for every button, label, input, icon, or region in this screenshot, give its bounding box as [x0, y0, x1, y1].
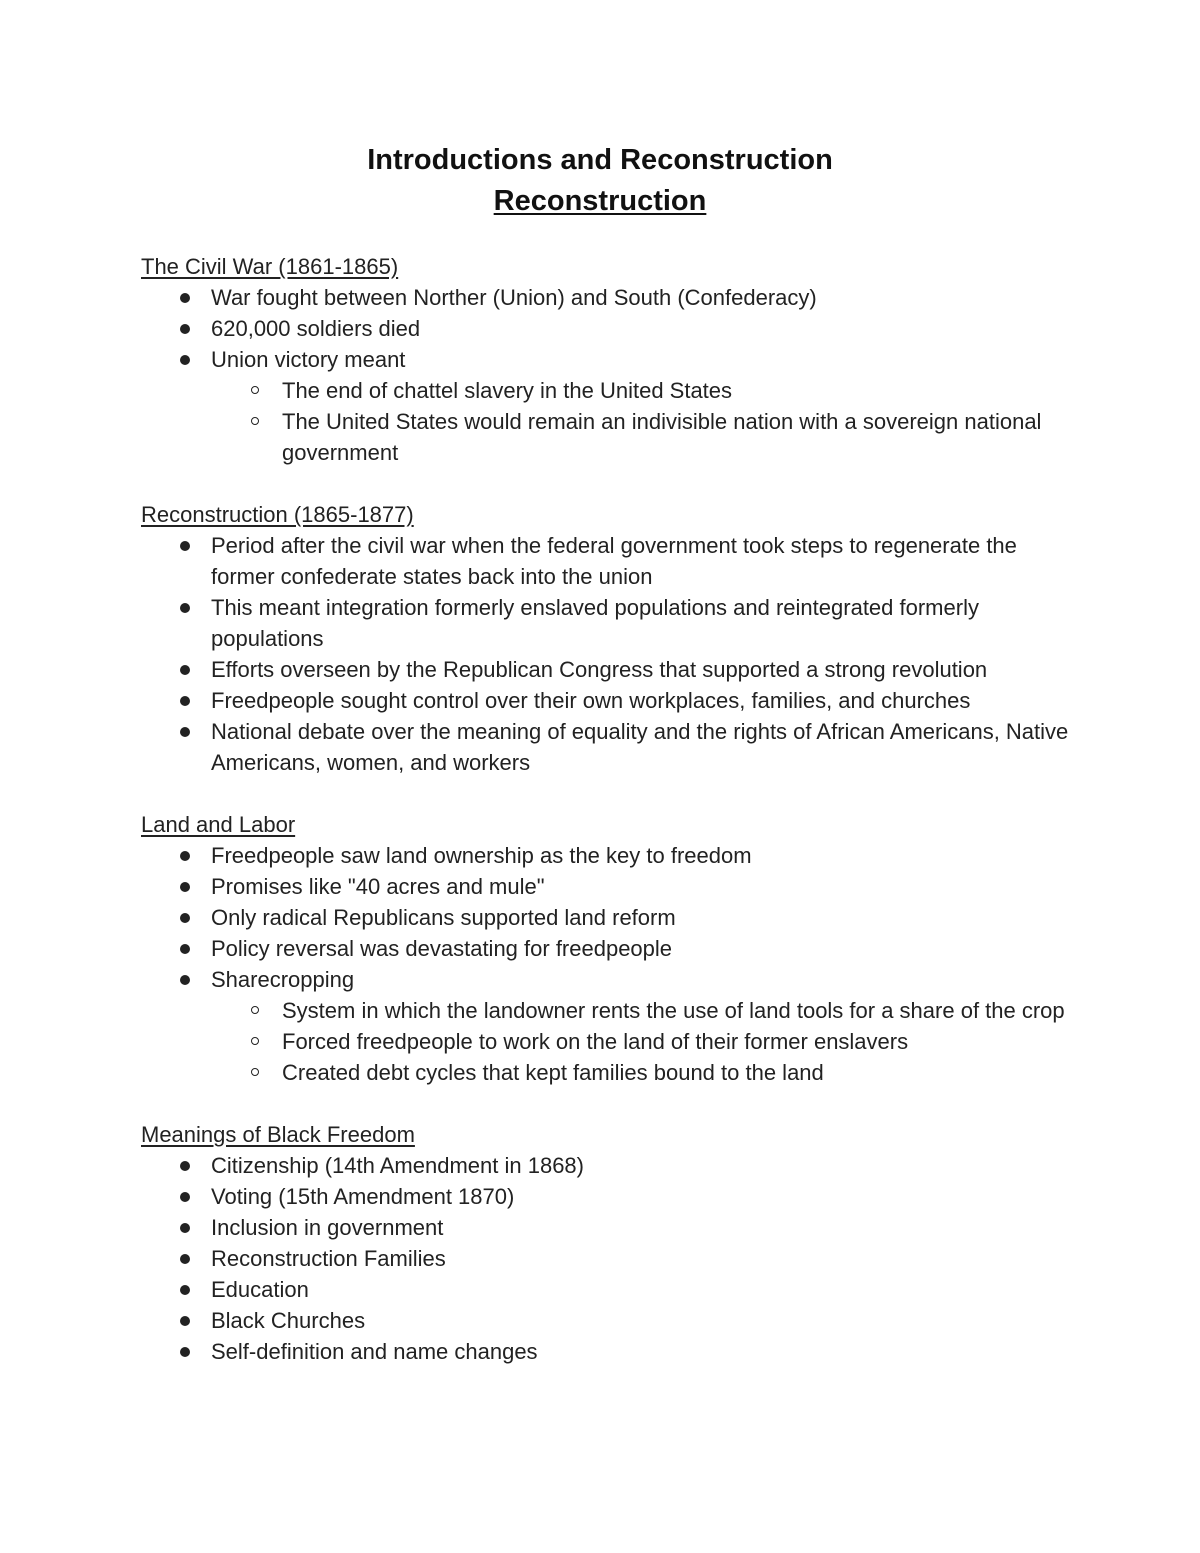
section-heading: The Civil War (1861-1865) [141, 254, 399, 279]
sub-bullet-list [211, 995, 1081, 1088]
list-item-text: Citizenship (14th Amendment in 1868) [211, 1153, 584, 1178]
list-item-text: Freedpeople sought control over their own workplaces, families, and churches [211, 688, 971, 713]
list-item-text: Black Churches [211, 1308, 366, 1333]
section [141, 499, 1081, 778]
bullet-list [141, 282, 1081, 468]
sub-list-item-text: The United States would remain an indivisible nation with a sovereign national government [282, 409, 1042, 465]
list-item [141, 1212, 1081, 1243]
list-item-text: National debate over the meaning of equality and the rights of African Americans, Native Americans, women, and workers [211, 719, 1069, 775]
sub-list-item [211, 1057, 1081, 1088]
section-heading: Meanings of Black Freedom [141, 1122, 415, 1147]
filled-bullet-icon [180, 1316, 190, 1326]
list-item-text: Promises like "40 acres and mule" [211, 874, 545, 899]
hollow-bullet-icon [251, 417, 259, 425]
filled-bullet-icon [180, 727, 190, 737]
list-item-text: This meant integration formerly enslaved populations and reintegrated formerly populations [211, 595, 979, 651]
list-item [141, 344, 1081, 468]
hollow-bullet-icon [251, 1006, 259, 1014]
list-item-text: Union victory meant [211, 347, 406, 372]
filled-bullet-icon [180, 851, 190, 861]
hollow-bullet-icon [251, 386, 259, 394]
document-body [141, 251, 1081, 1398]
list-item [141, 1243, 1081, 1274]
list-item [141, 1305, 1081, 1336]
filled-bullet-icon [180, 1285, 190, 1295]
list-item-text: 620,000 soldiers died [211, 316, 421, 341]
bullet-list [141, 840, 1081, 1088]
filled-bullet-icon [180, 355, 190, 365]
filled-bullet-icon [180, 1192, 190, 1202]
list-item [141, 313, 1081, 344]
list-item [141, 840, 1081, 871]
list-item-text: War fought between Norther (Union) and South (Confederacy) [211, 285, 817, 310]
list-item [141, 282, 1081, 313]
filled-bullet-icon [180, 324, 190, 334]
document-subtitle: Reconstruction [493, 185, 707, 217]
list-item [141, 902, 1081, 933]
filled-bullet-icon [180, 541, 190, 551]
list-item [141, 1181, 1081, 1212]
sub-list-item [211, 406, 1081, 468]
list-item-text: Reconstruction Families [211, 1246, 446, 1271]
filled-bullet-icon [180, 975, 190, 985]
list-item [141, 933, 1081, 964]
filled-bullet-icon [180, 1254, 190, 1264]
bullet-list [141, 530, 1081, 778]
list-item [141, 685, 1081, 716]
sub-list-item-text: The end of chattel slavery in the United States [282, 378, 733, 403]
filled-bullet-icon [180, 1223, 190, 1233]
sub-list-item-text: System in which the landowner rents the use of land tools for a share of the crop [282, 998, 1065, 1023]
filled-bullet-icon [180, 882, 190, 892]
filled-bullet-icon [180, 1347, 190, 1357]
list-item-text: Voting (15th Amendment 1870) [211, 1184, 515, 1209]
filled-bullet-icon [180, 293, 190, 303]
list-item-text: Only radical Republicans supported land reform [211, 905, 676, 930]
sub-list-item [211, 995, 1081, 1026]
filled-bullet-icon [180, 603, 190, 613]
sub-list-item [211, 1026, 1081, 1057]
document-subtitle-wrapper [0, 181, 1200, 221]
list-item-text: Sharecropping [211, 967, 355, 992]
list-item [141, 871, 1081, 902]
sub-list-item-text: Created debt cycles that kept families bound to the land [282, 1060, 824, 1085]
hollow-bullet-icon [251, 1037, 259, 1045]
list-item [141, 530, 1081, 592]
list-item-text: Freedpeople saw land ownership as the key to freedom [211, 843, 752, 868]
list-item [141, 1336, 1081, 1367]
hollow-bullet-icon [251, 1068, 259, 1076]
list-item-text: Self-definition and name changes [211, 1339, 538, 1364]
filled-bullet-icon [180, 913, 190, 923]
list-item [141, 1274, 1081, 1305]
list-item [141, 592, 1081, 654]
section [141, 809, 1081, 1088]
section [141, 1119, 1081, 1367]
section-heading: Reconstruction (1865-1877) [141, 502, 414, 527]
section-heading: Land and Labor [141, 812, 296, 837]
filled-bullet-icon [180, 665, 190, 675]
filled-bullet-icon [180, 696, 190, 706]
filled-bullet-icon [180, 944, 190, 954]
list-item-text: Period after the civil war when the federal government took steps to regenerate the former confederate states back into the union [211, 533, 1017, 589]
sub-list-item-text: Forced freedpeople to work on the land of their former enslavers [282, 1029, 909, 1054]
filled-bullet-icon [180, 1161, 190, 1171]
list-item-text: Efforts overseen by the Republican Congress that supported a strong revolution [211, 657, 988, 682]
document-title: Introductions and Reconstruction [367, 144, 833, 176]
list-item-text: Education [211, 1277, 309, 1302]
section [141, 251, 1081, 468]
list-item [141, 964, 1081, 1088]
list-item-text: Inclusion in government [211, 1215, 444, 1240]
bullet-list [141, 1150, 1081, 1367]
list-item [141, 654, 1081, 685]
sub-bullet-list [211, 375, 1081, 468]
sub-list-item [211, 375, 1081, 406]
list-item [141, 1150, 1081, 1181]
list-item [141, 716, 1081, 778]
list-item-text: Policy reversal was devastating for freedpeople [211, 936, 673, 961]
